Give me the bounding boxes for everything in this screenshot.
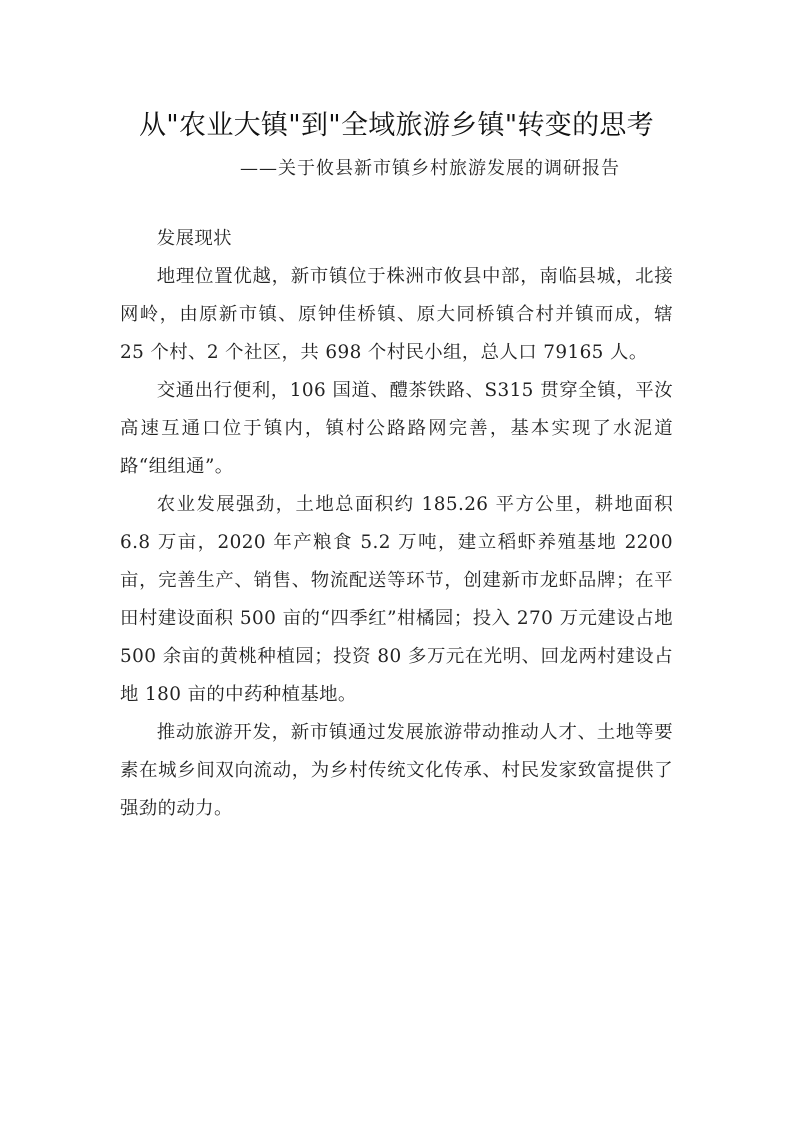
- section-heading: 发展现状: [156, 228, 232, 249]
- paragraph-tourism: 推动旅游开发，新市镇通过发展旅游带动推动人才、土地等要素在城乡间双向流动，为乡村传统文化传承、村民发家致富提供了强劲的动力。: [120, 722, 673, 819]
- paragraph-agriculture: 农业发展强劲，土地总面积约 185.26 平方公里，耕地面积 6.8 万亩，2020 年产粮食 5.2 万吨，建立稻虾养殖基地 2200 亩，完善生产、销售、物流配送等环节，创建新市龙虾品牌；在平田村建设面积 500 亩的“四季红”柑橘园；投入 270 万元建设占地 500 余亩的黄桃种植园；投资 80 多万元在光明、回龙两村建设占地 180 亩的中药种植基地。: [120, 494, 673, 705]
- document-title: 从"农业大镇"到"全域旅游乡镇"转变的思考: [139, 110, 654, 141]
- paragraph-location: 地理位置优越，新市镇位于株洲市攸县中部，南临县城，北接网岭，由原新市镇、原钟佳桥镇、原大同桥镇合村并镇而成，辖 25 个村、2 个社区，共 698 个村民小组，总人口 79165 人。: [120, 266, 673, 363]
- paragraph-transport: 交通出行便利，106 国道、醴茶铁路、S315 贯穿全镇，平汝高速互通口位于镇内，镇村公路路网完善，基本实现了水泥道路“组组通”。: [120, 380, 673, 477]
- document-subtitle: ——关于攸县新市镇乡村旅游发展的调研报告: [240, 158, 620, 179]
- document-body: [120, 220, 673, 828]
